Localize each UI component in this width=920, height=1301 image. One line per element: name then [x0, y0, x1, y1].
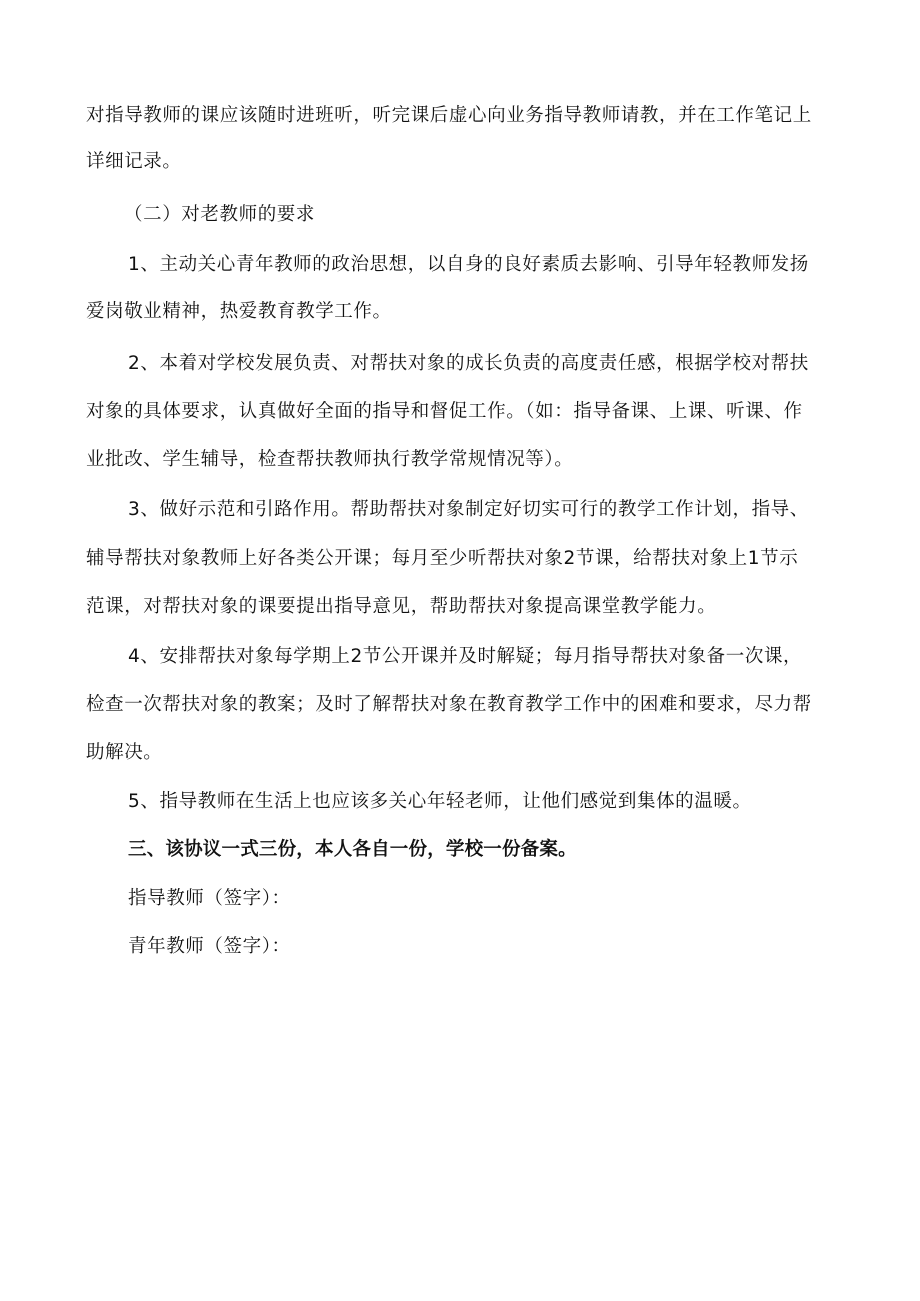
item-1-line-1: 1、主动关心青年教师的政治思想，以自身的良好素质去影响、引导年轻教师发扬 — [128, 254, 809, 275]
item-3-line-1: 3、做好示范和引路作用。帮助帮扶对象制定好切实可行的教学工作计划，指导、 — [128, 499, 809, 520]
item-5-line-1: 5、指导教师在生活上也应该多关心年轻老师，让他们感觉到集体的温暖。 — [128, 791, 752, 812]
item-3-line-3: 范课，对帮扶对象的课要提出指导意见，帮助帮扶对象提高课堂教学能力。 — [86, 596, 717, 617]
item-3-line-2: 辅导帮扶对象教师上好各类公开课；每月至少听帮扶对象2节课，给帮扶对象上1节示 — [86, 548, 799, 569]
item-1-line-2: 爱岗敬业精神，热爱教育教学工作。 — [86, 301, 392, 322]
item-2-line-1: 2、本着对学校发展负责、对帮扶对象的成长负责的高度责任感，根据学校对帮扶 — [128, 353, 809, 374]
item-2-line-3: 业批改、学生辅导，检查帮扶教师执行教学常规情况等）。 — [86, 449, 574, 470]
continuation-line-1: 对指导教师的课应该随时进班听，听完课后虚心向业务指导教师请教，并在工作笔记上 — [86, 105, 812, 126]
item-4-line-1: 4、安排帮扶对象每学期上2节公开课并及时解疑；每月指导帮扶对象备一次课， — [128, 646, 803, 667]
section-title-old-teacher: （二）对老教师的要求 — [124, 204, 316, 225]
continuation-line-2: 详细记录。 — [86, 151, 182, 172]
item-2-line-2: 对象的具体要求，认真做好全面的指导和督促工作。（如：指导备课、上课、听课、作 — [86, 401, 803, 422]
section-3-heading: 三、该协议一式三份，本人各自一份，学校一份备案。 — [128, 839, 577, 860]
young-teacher-signature-label: 青年教师（签字）： — [128, 936, 291, 957]
item-4-line-2: 检查一次帮扶对象的教案；及时了解帮扶对象在教育教学工作中的困难和要求，尽力帮 — [86, 694, 812, 715]
item-4-line-3: 助解决。 — [86, 742, 163, 763]
mentor-signature-label: 指导教师（签字）： — [128, 888, 291, 909]
